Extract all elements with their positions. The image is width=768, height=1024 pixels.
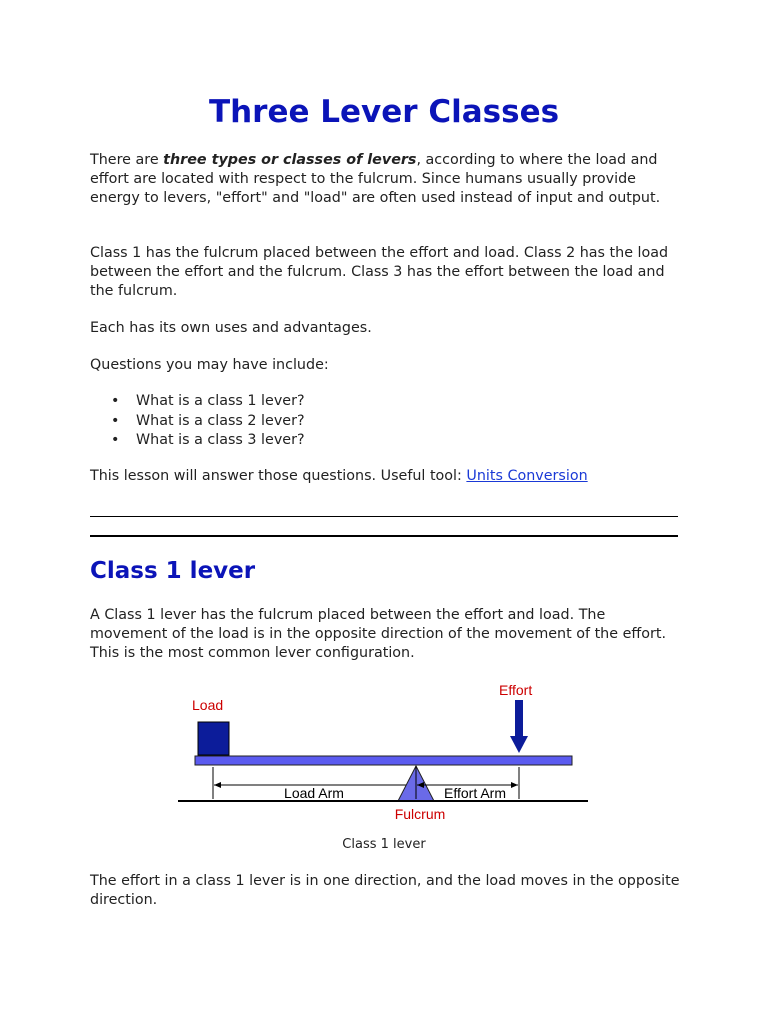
effort-label: Effort (499, 682, 533, 698)
effort-arm-label: Effort Arm (444, 785, 506, 801)
divider (90, 516, 678, 517)
intro-paragraph-5 (90, 467, 680, 486)
questions-list (90, 392, 696, 451)
load-label: Load (192, 697, 224, 713)
units-conversion-link[interactable]: Units Conversion (466, 468, 588, 484)
section-description: A Class 1 lever has the fulcrum placed between the effort and load. The movement of the load is in the opposite direction of the movement of the effort. This is the most common lever configuration. (90, 607, 667, 661)
diagram-caption: Class 1 lever (342, 837, 426, 852)
list-item: • What is a class 2 lever? (136, 412, 696, 432)
divider (90, 535, 678, 537)
load-arm-label: Load Arm (284, 785, 344, 801)
lever-beam (195, 756, 572, 765)
intro-paragraph-2: Class 1 has the fulcrum placed between the effort and load. Class 2 has the load between the effort and the fulcrum. Class 3 has the effort between the load and the fulcrum. (90, 245, 669, 299)
intro-emphasis: three types or classes of levers (163, 152, 417, 168)
effort-arrow-icon (510, 700, 528, 753)
list-item: • What is a class 3 lever? (136, 431, 696, 451)
intro-text-start: There are (90, 152, 164, 168)
intro-paragraph-3: Each has its own uses and advantages. (90, 320, 372, 336)
fulcrum-label: Fulcrum (394, 806, 446, 822)
closing-paragraph: The effort in a class 1 lever is in one direction, and the load moves in the opposite direction. (90, 873, 680, 908)
tool-text: This lesson will answer those questions. Useful tool: (90, 468, 467, 484)
list-item: • What is a class 1 lever? (136, 392, 696, 412)
class-1-lever-diagram (170, 678, 600, 828)
intro-paragraph-1 (90, 151, 680, 208)
intro-paragraph-4: Questions you may have include: (90, 357, 329, 373)
intro-text-end: , according to where the load and effort are located with respect to the fulcrum. Since humans usually provide energy to levers, "effort" and "load" are often used instead of input and output. (90, 152, 661, 206)
load-box (198, 722, 229, 755)
page-title: Three Lever Classes (208, 94, 560, 130)
section-heading: Class 1 lever (90, 558, 256, 584)
